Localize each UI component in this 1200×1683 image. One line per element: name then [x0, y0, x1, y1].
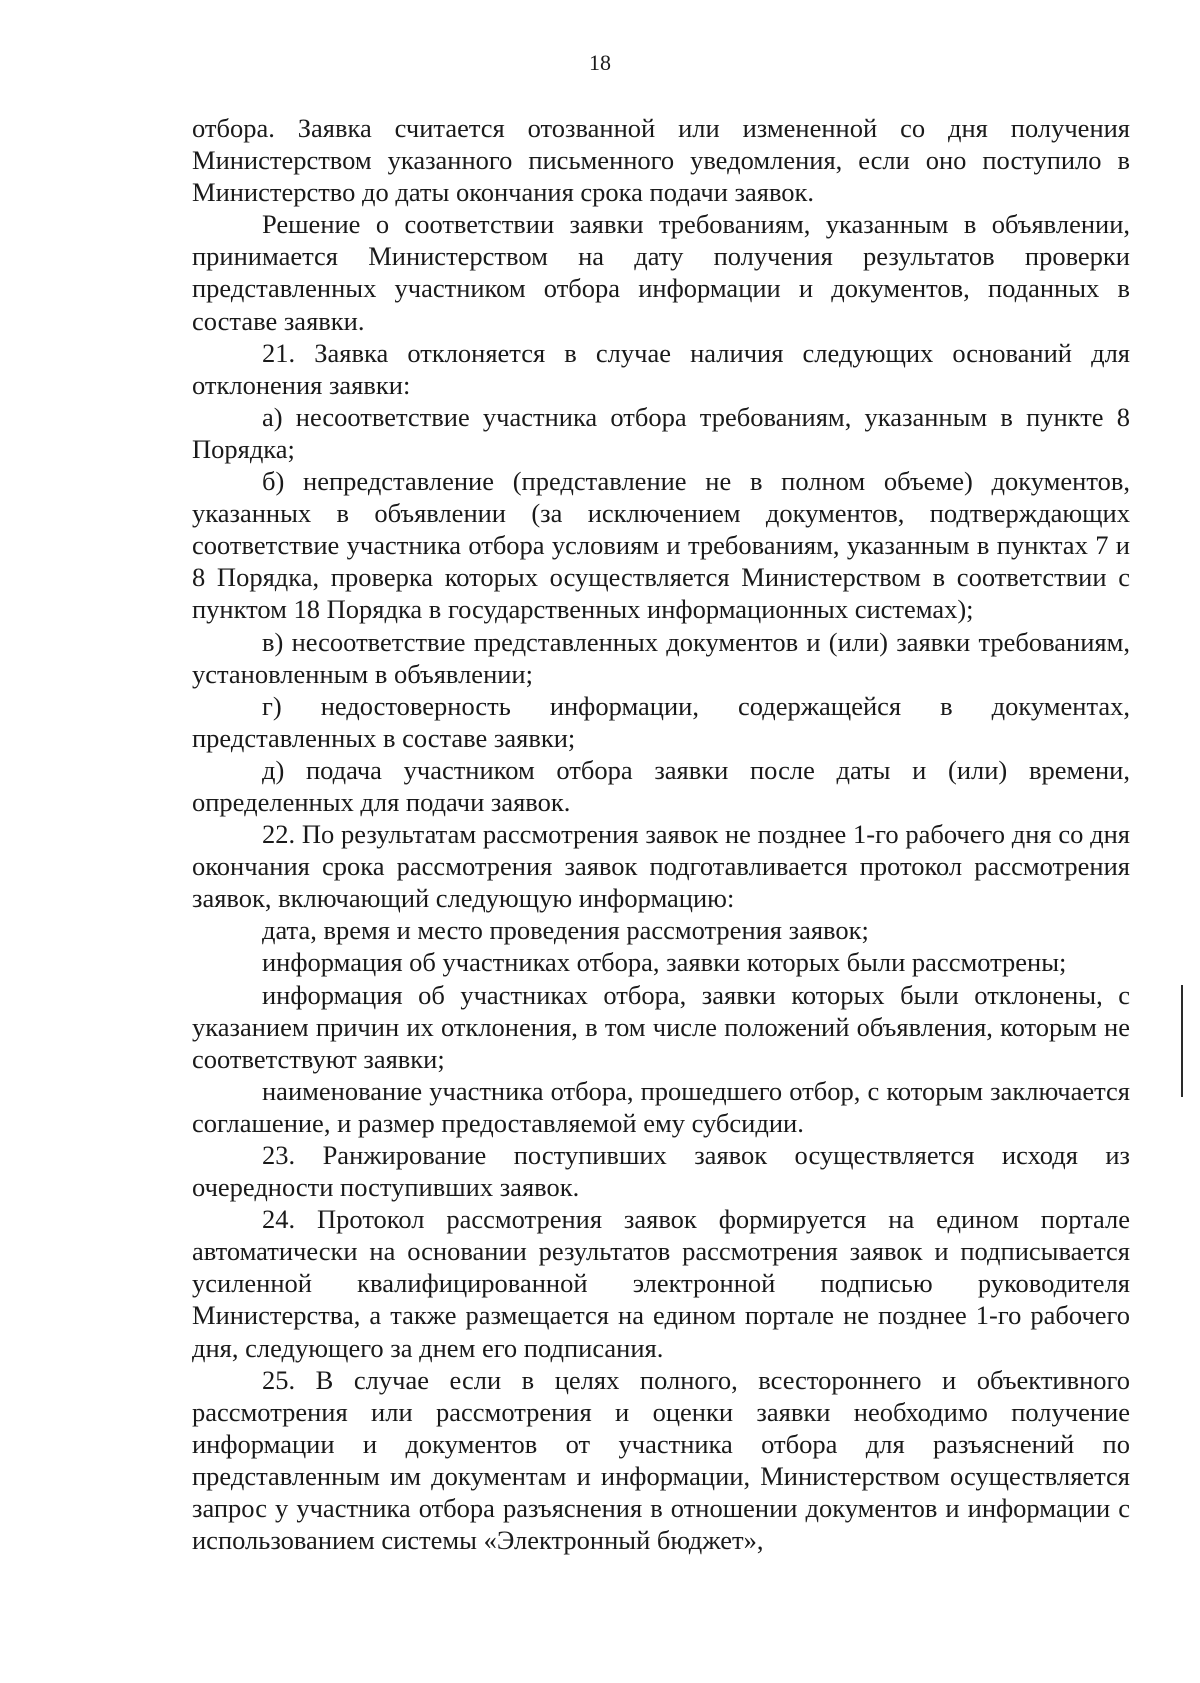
paragraph-item-25: 25. В случае если в целях полного, всестороннего и объективного рассмотрения или рассмотрения и оценки заявки необходимо получение информации и документов от участника отбора для разъяснений по представленным им документам и информации, Министерством осуществляется запрос у участника отбора разъяснения в отношении документов и информации с использованием системы «Электронный бюджет»,: [192, 1364, 1130, 1556]
paragraph-item-21-g: г) недостоверность информации, содержащейся в документах, представленных в составе заявки;: [192, 690, 1130, 753]
paragraph-item-22-reviewed: информация об участниках отбора, заявки которых были рассмотрены;: [262, 947, 1067, 978]
paragraph-item-24: 24. Протокол рассмотрения заявок формируется на едином портале автоматически на основании результатов рассмотрения заявок и подписывается усиленной квалифицированной электронной подписью руководителя Министерства, а также размещается на едином портале не позднее 1-го рабочего дня, следующего за днем его подписания.: [192, 1204, 1130, 1363]
margin-scan-mark: [1181, 985, 1183, 1097]
paragraph-item-22-date: дата, время и место проведения рассмотрения заявок;: [262, 915, 869, 946]
paragraph-item-23: 23. Ранжирование поступивших заявок осуществляется исходя из очередности поступивших заявок.: [192, 1140, 1130, 1203]
paragraph-item-21-d: д) подача участником отбора заявки после даты и (или) времени, определенных для подачи заявок.: [192, 754, 1130, 817]
page-number: 18: [589, 50, 611, 75]
paragraph-item-21-v: в) несоответствие представленных документов и (или) заявки требованиям, установленным в объявлении;: [192, 626, 1130, 689]
paragraph-item-22: 22. По результатам рассмотрения заявок не позднее 1-го рабочего дня со дня окончания срока рассмотрения заявок подготавливается протокол рассмотрения заявок, включающий следующую информацию:: [192, 819, 1130, 914]
paragraph-item-21-b: б) непредставление (представление не в полном объеме) документов, указанных в объявлении (за исключением документов, подтверждающих соответствие участника отбора условиям и требованиям, указанным в пунктах 7 и 8 Порядка, проверка которых осуществляется Министерством в соответствии с пунктом 18 Порядка в государственных информационных системах);: [192, 466, 1130, 625]
paragraph-item-22-rejected: информация об участниках отбора, заявки которых были отклонены, с указанием причин их отклонения, в том числе положений объявления, которым не соответствуют заявки;: [192, 979, 1130, 1074]
paragraph-continuation: отбора. Заявка считается отозванной или измененной со дня получения Министерством указанного письменного уведомления, если оно поступило в Министерство до даты окончания срока подачи заявок.: [192, 113, 1130, 208]
document-body: [192, 112, 1130, 1556]
paragraph-item-21: 21. Заявка отклоняется в случае наличия следующих оснований для отклонения заявки:: [192, 337, 1130, 400]
paragraph-item-21-a: а) несоответствие участника отбора требованиям, указанным в пункте 8 Порядка;: [192, 401, 1130, 464]
paragraph-item-22-winner: наименование участника отбора, прошедшего отбор, с которым заключается соглашение, и размер предоставляемой ему субсидии.: [192, 1075, 1130, 1138]
paragraph-decision: Решение о соответствии заявки требованиям, указанным в объявлении, принимается Министерством на дату получения результатов проверки представленных участником отбора информации и документов, поданных в составе заявки.: [192, 209, 1130, 336]
